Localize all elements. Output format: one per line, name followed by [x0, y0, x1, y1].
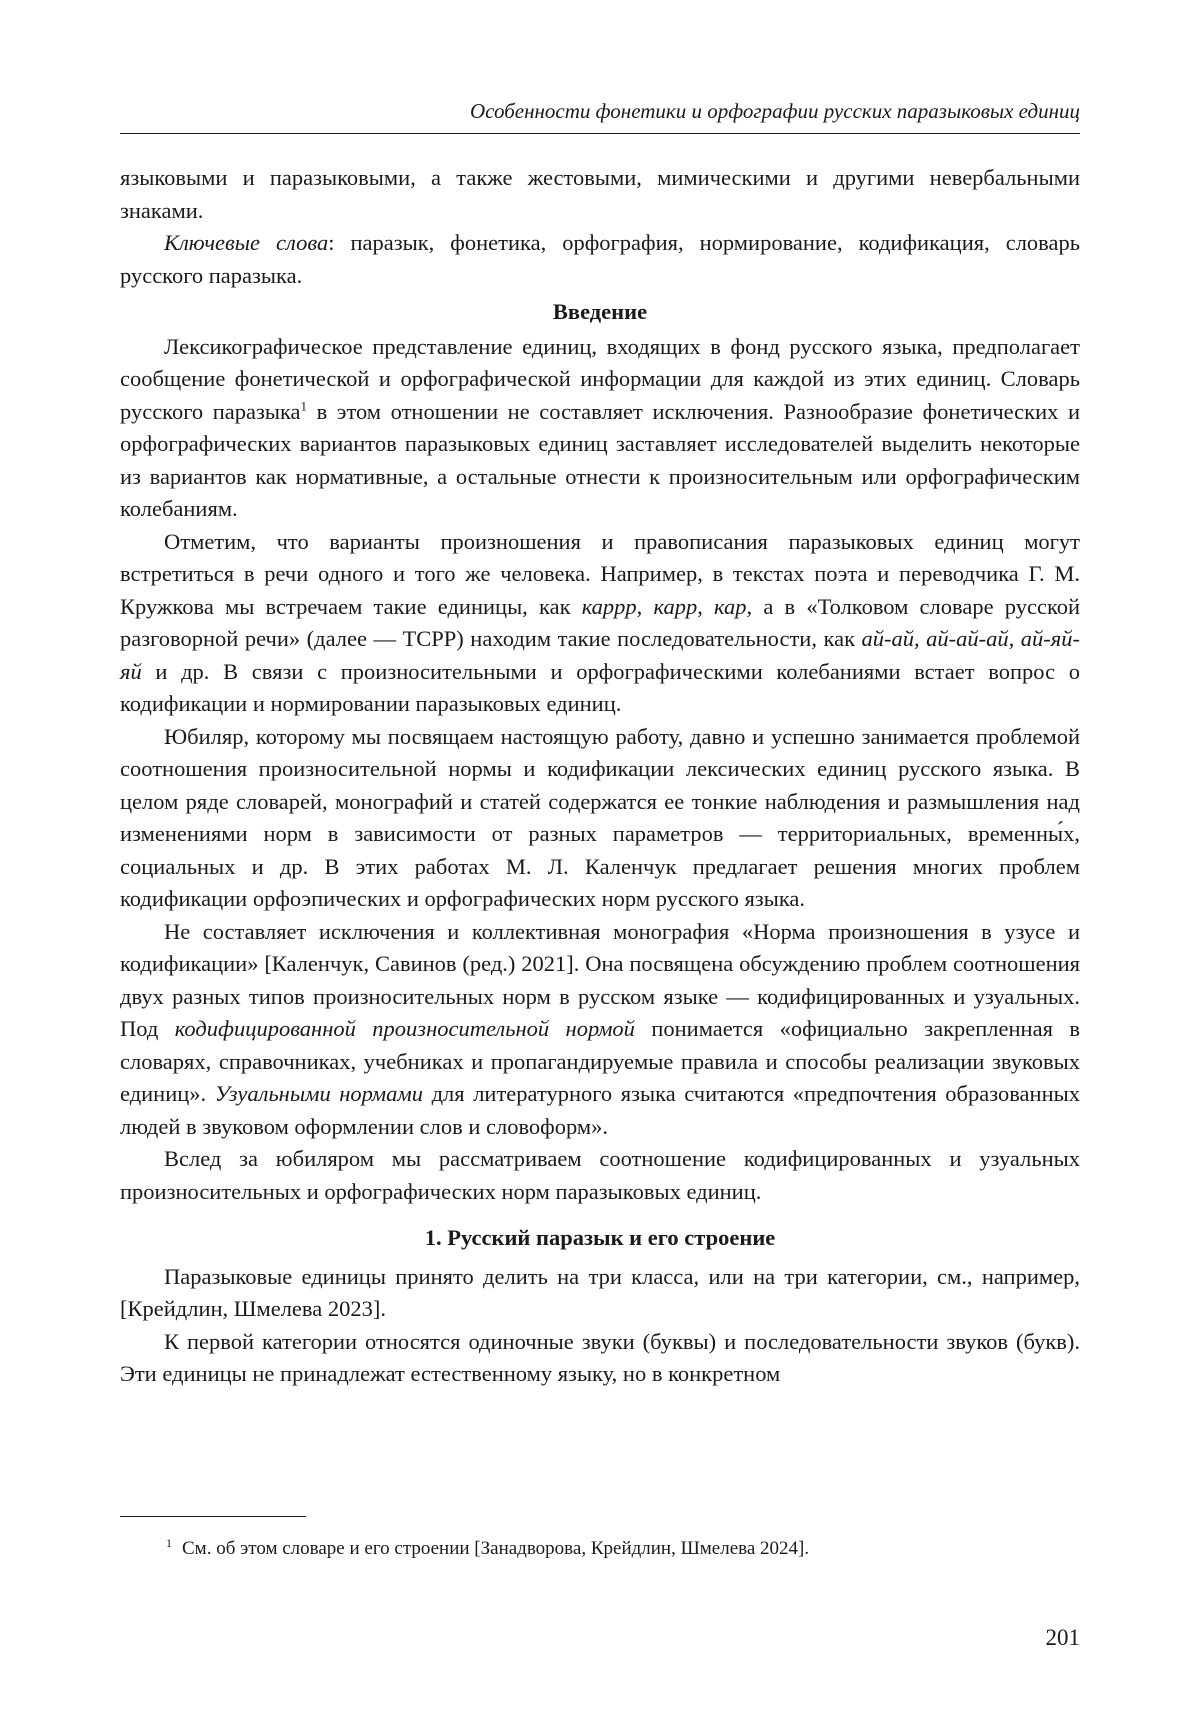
- intro-p1-text-a: Лексикографическое представление единиц, входящих в фонд русского языка, предполагает сообщение фонетической и орфографической информации для каждой из этих единиц. Словарь русского паразыка: [120, 333, 1080, 424]
- example-ai-ai: ай-ай, ай-ай-ай, ай-яй-яй: [120, 626, 1080, 684]
- intro-p2-text-b: , а в «Толковом словаре русской разговорной речи» (далее — ТСРР) находим такие последовательности, как: [120, 593, 1081, 651]
- section-heading-introduction: Введение: [552, 299, 648, 324]
- section-heading-1: 1. Русский паразык и его строение: [424, 1225, 776, 1250]
- footnote-rule: [120, 1516, 306, 1517]
- intro-p4-text-b: понимается «официально закрепленная в словарях, справочниках, учебниках и пропагандируемые правила и способы реализации звуковых единиц».: [120, 1016, 1080, 1106]
- intro-paragraph-2: [120, 526, 1080, 721]
- body-text: [120, 162, 1080, 1391]
- intro-paragraph-4: [120, 916, 1080, 1144]
- section1-paragraph-2: К первой категории относятся одиночные звуки (буквы) и последовательности звуков (букв). Эти единицы не принадлежат естественному языку, но в конкретном: [120, 1328, 1080, 1386]
- footnote-text: См. об этом словаре и его строении [Занадворова, Крейдлин, Шмелева 2024].: [182, 1538, 810, 1559]
- section1-paragraph-1: Паразыковые единицы принято делить на три класса, или на три категории, см., например, [Крейдлин, Шмелева 2023].: [120, 1263, 1080, 1321]
- footnote-marker: 1: [166, 1535, 172, 1550]
- intro-paragraph-3: Юбиляр, которому мы посвящаем настоящую работу, давно и успешно занимается проблемой соотношения произносительной нормы и кодификации лексических единиц русского языка. В целом ряде словарей, монографий и статей содержатся ее тонкие наблюдения и размышления над изменениями норм в зависимости от разных параметров — территориальных, временны́х, социальных и др. В этих работах М. Л. Каленчук предлагает решения многих проблем кодификации орфоэпических и орфографических норм русского языка.: [120, 723, 1080, 911]
- intro-paragraph-1: [120, 331, 1080, 526]
- keywords-label: Ключевые слова: [164, 230, 329, 255]
- example-karr: карр: [653, 593, 698, 619]
- running-title: Особенности фонетики и орфографии русских паразыковых единиц: [470, 99, 1080, 123]
- intro-p4-text-a: Не составляет исключения и коллективная монография «Норма произношения в узусе и кодификации» [Каленчук, Савинов (ред.) 2021]. Она посвящена обсуждению проблем соотношения двух разных типов произносительных норм в русском языке — кодифицированных и узуальных. Под: [120, 918, 1080, 1041]
- page-number: 201: [1045, 1625, 1080, 1650]
- intro-paragraph-5: Вслед за юбиляром мы рассматриваем соотношение кодифицированных и узуальных произносительных и орфографических норм паразыковых единиц.: [120, 1146, 1080, 1204]
- example-karrr: каррр: [581, 593, 637, 619]
- intro-p4-text-c: для литературного языка считаются «предпочтения образованных людей в звуковом оформлении слов и словоформ».: [120, 1081, 1080, 1139]
- intro-p1-text-b: в этом отношении не составляет исключения. Разнообразие фонетических и орфографических вариантов паразыковых единиц заставляет исследователей выделить некоторые из вариантов как нормативные, а остальные отнести к произносительным или орфографическим колебаниям.: [120, 398, 1080, 521]
- footnote: [166, 1536, 1080, 1562]
- keywords-list: : паразык, фонетика, орфография, нормирование, кодификация, словарь русского паразыка.: [120, 230, 1080, 288]
- header-rule: [120, 133, 1080, 134]
- intro-p2-text-a: Отметим, что варианты произношения и правописания паразыковых единиц могут встретиться в речи одного и того же человека. Например, в текстах поэта и переводчика Г. М. Кружкова мы встречаем такие единицы, как: [120, 528, 1080, 619]
- term-codified-norm: кодифицированной произносительной нормой: [174, 1016, 635, 1041]
- intro-p2-text-c: и др. В связи с произносительными и орфографическими колебаниями встает вопрос о кодификации и нормировании паразыковых единиц.: [120, 658, 1080, 716]
- sep-2: ,: [697, 593, 715, 619]
- footnote-ref-1[interactable]: 1: [300, 398, 308, 413]
- abstract-continuation: языковыми и паразыковыми, а также жестовыми, мимическими и другими невербальными знаками.: [120, 165, 1080, 223]
- example-kar: кар: [714, 593, 747, 619]
- keywords-paragraph: [120, 227, 1080, 292]
- term-usual-norms: Узуальными нормами: [214, 1081, 424, 1106]
- sep-1: ,: [636, 593, 654, 619]
